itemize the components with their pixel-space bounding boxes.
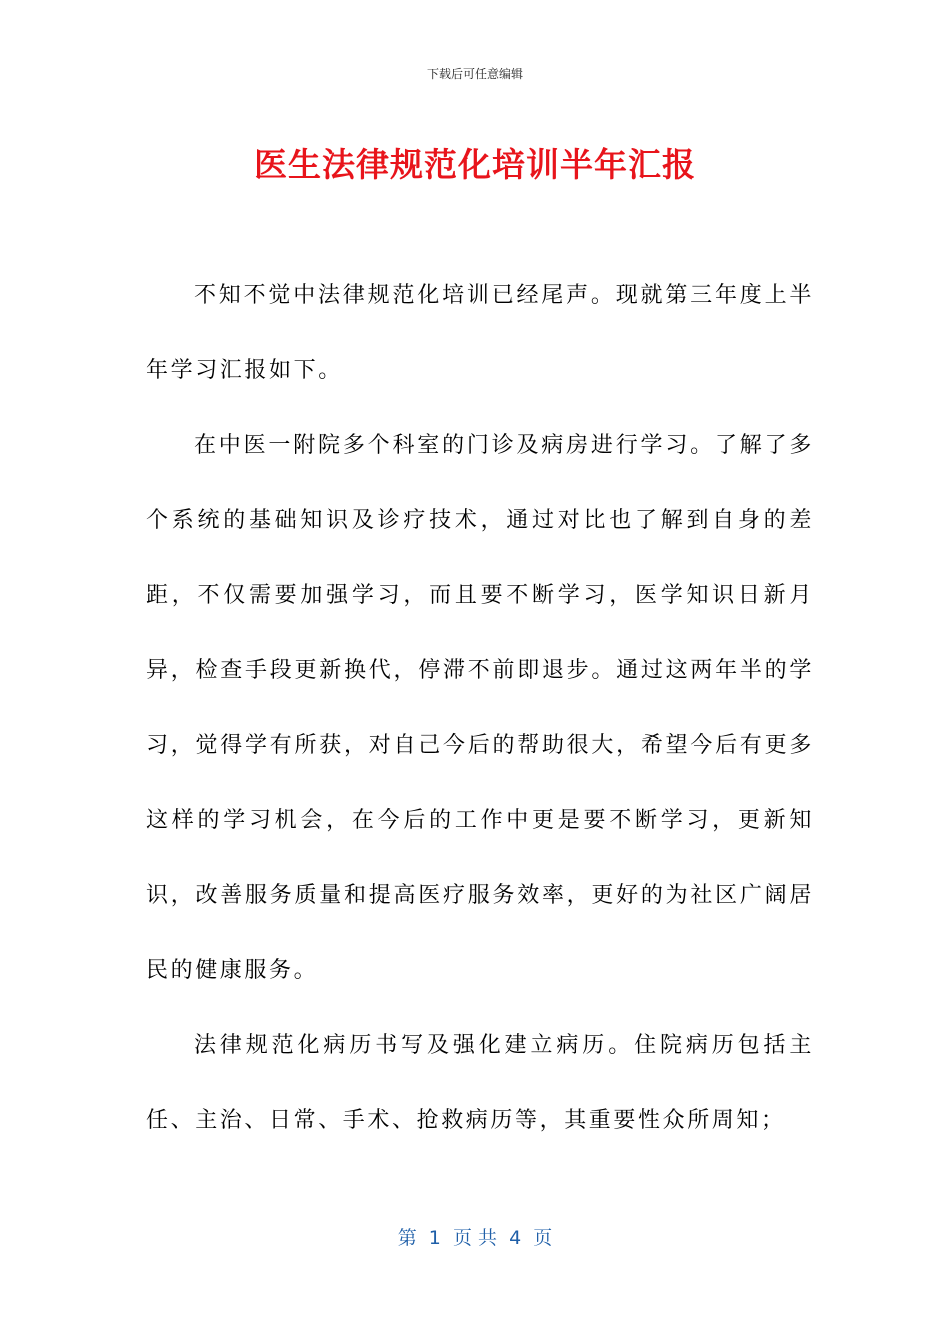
header-note: 下载后可任意编辑	[426, 67, 523, 81]
document-body	[146, 258, 814, 1158]
paragraph-2: 在中医一附院多个科室的门诊及病房进行学习。了解了多个系统的基础知识及诊疗技术，通过对比也了解到自身的差距，不仅需要加强学习，而且要不断学习，医学知识日新月异，检查手段更新换代，停滞不前即退步。通过这两年半的学习，觉得学有所获，对自己今后的帮助很大，希望今后有更多这样的学习机会，在今后的工作中更是要不断学习，更新知识，改善服务质量和提高医疗服务效率，更好的为社区广阔居民的健康服务。	[146, 433, 814, 983]
page-footer: 第 1 页 共 4 页	[397, 1227, 553, 1249]
paragraph-3: 法律规范化病历书写及强化建立病历。住院病历包括主任、主治、日常、手术、抢救病历等，其重要性众所周知；	[146, 1033, 814, 1133]
document-title: 医生法律规范化培训半年汇报	[254, 145, 696, 184]
paragraph-1: 不知不觉中法律规范化培训已经尾声。现就第三年度上半年学习汇报如下。	[146, 283, 814, 383]
